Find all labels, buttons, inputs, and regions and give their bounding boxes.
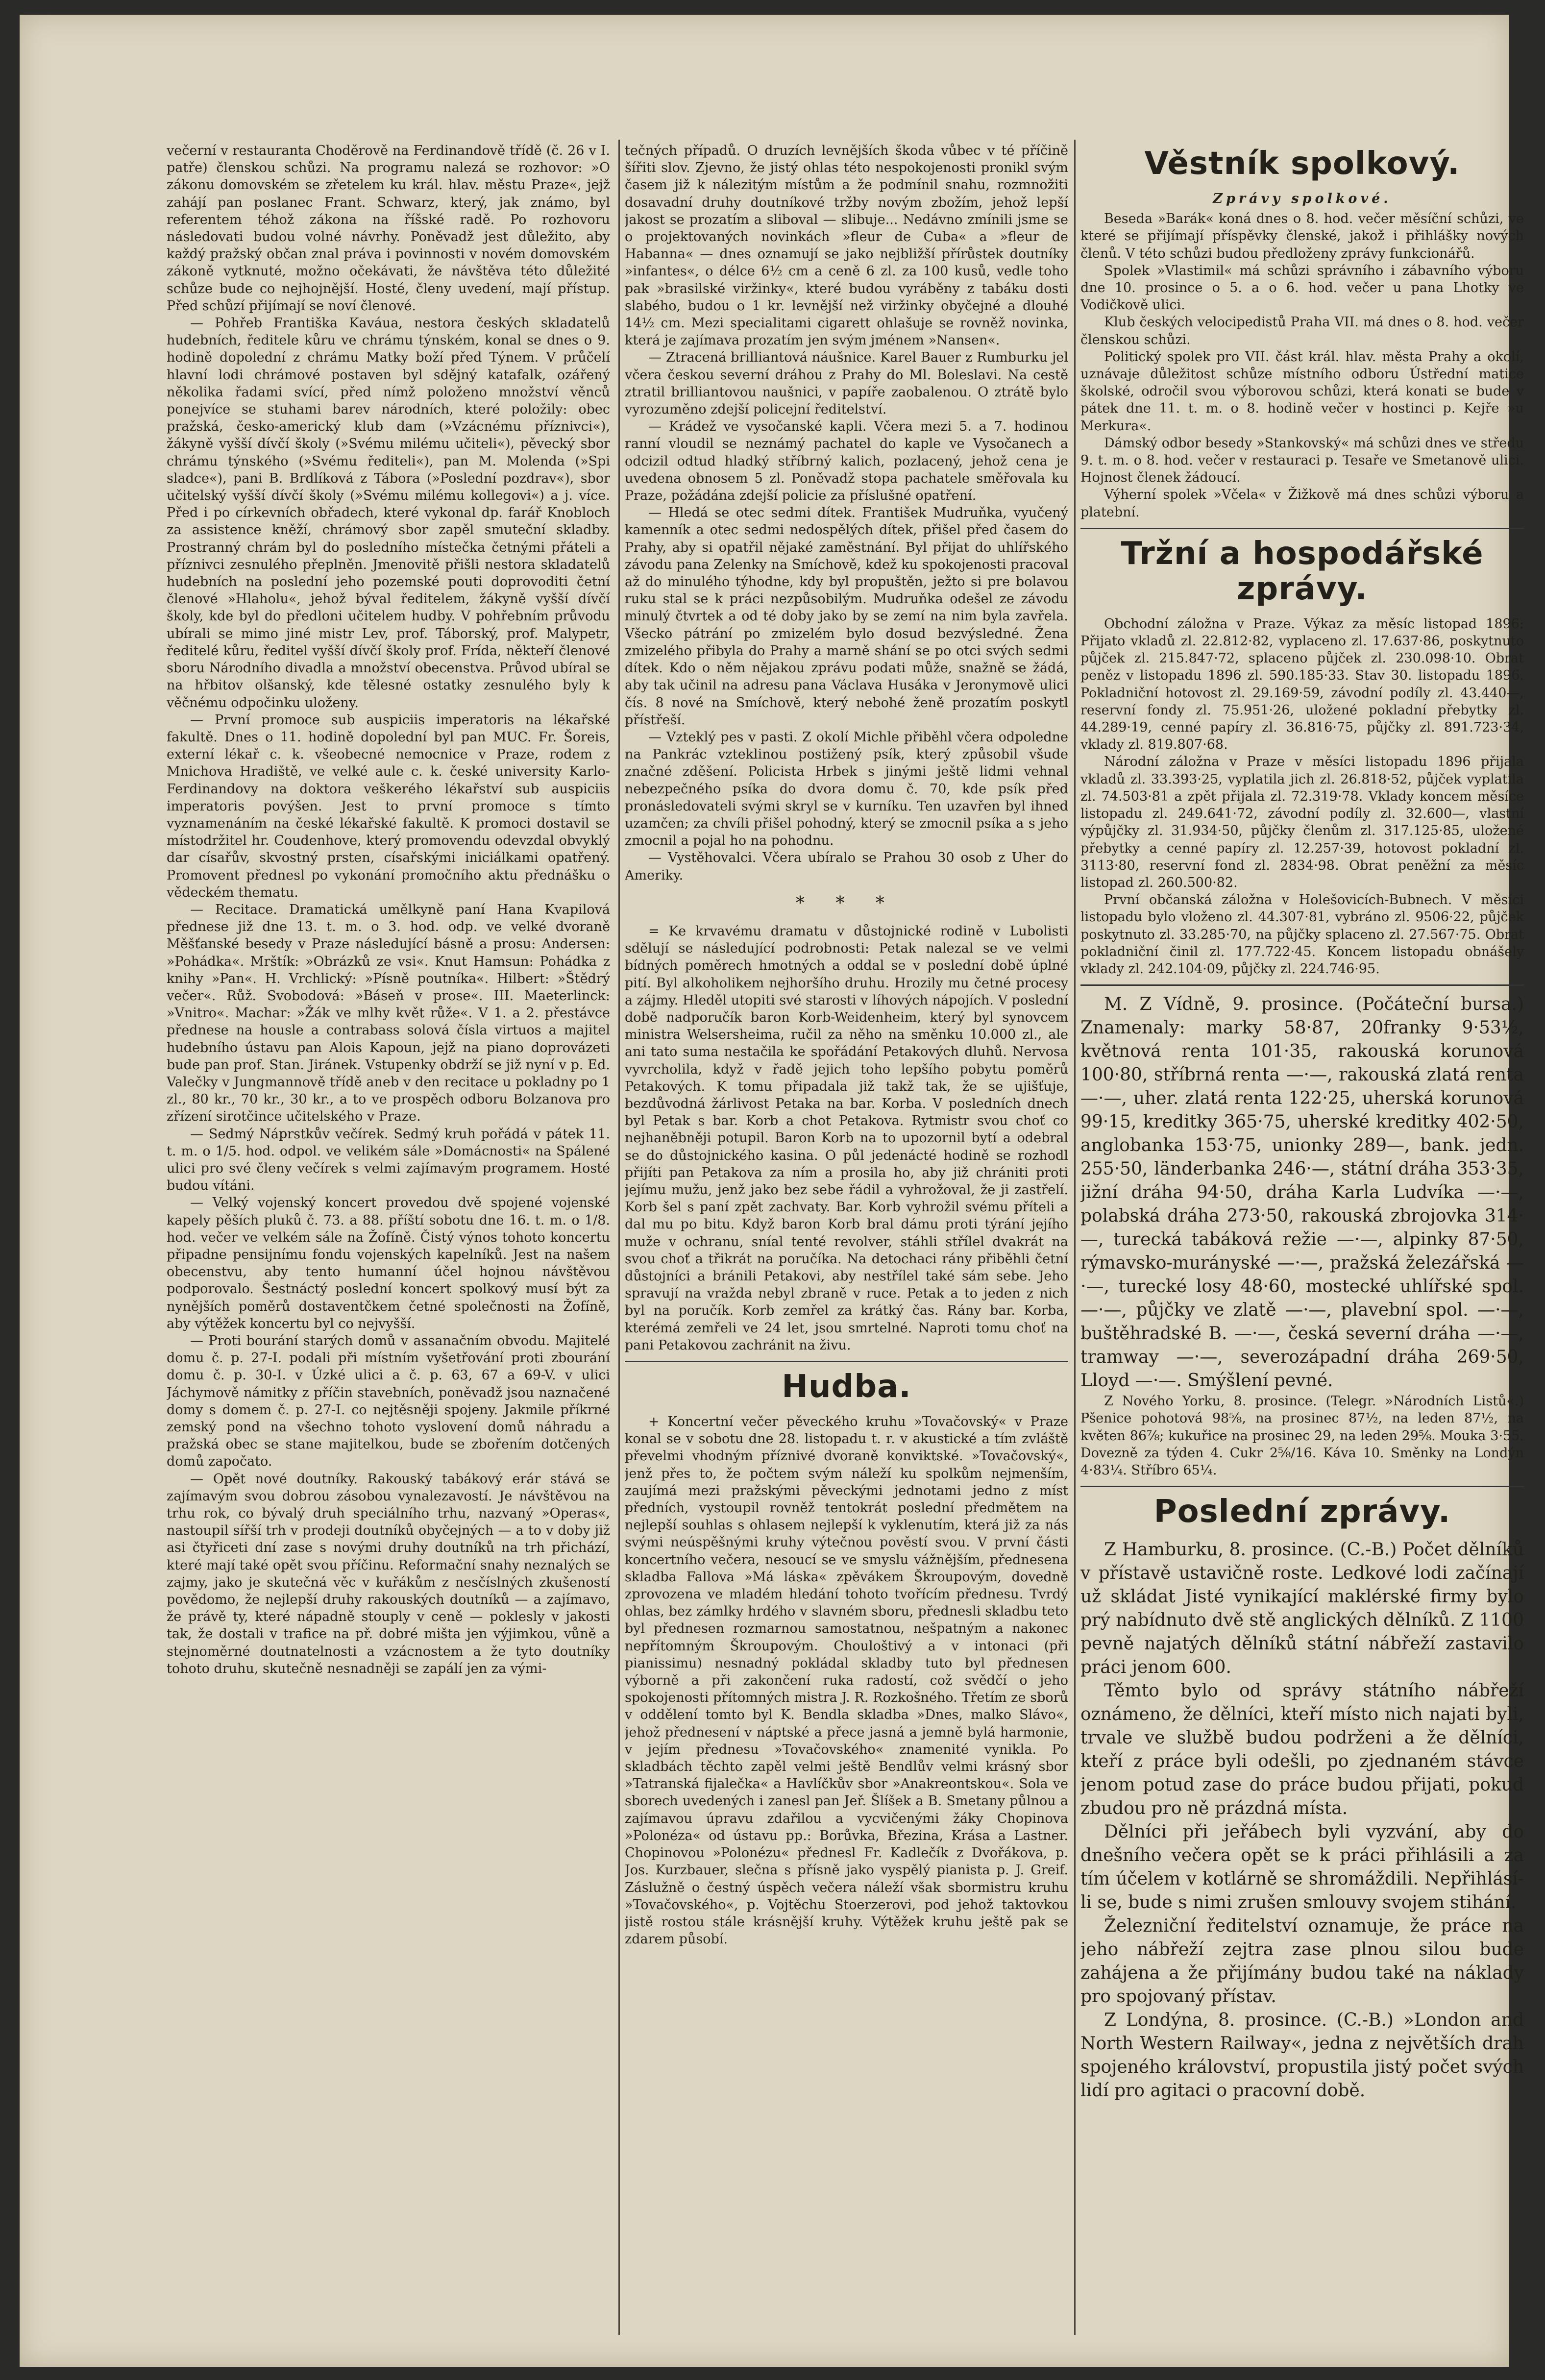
rule [1080,1486,1524,1487]
article-text: Klub českých velocipedistů Praha VII. má dnes o 8. hod. večer členskou schůzi. [1080,315,1524,347]
article-text: — Krádež ve vysočanské kapli. Včera mezi 5. a 7. hodinou ranní vloudil se neznámý pachatel do kaple ve Vysočanech a odcizil odtud hladký stříbrný kalich, pozlacený, jehož cena je uvedena obnosem 5 zl. Poněvadž stopa pachatele směřovala ku Praze, požádána zdejší policie za příslušné opatření. [625,419,1068,504]
article-text: Obchodní záložna v Praze. Výkaz za měsíc listopad 1896: Přijato vkladů zl. 22.812·82, vyplaceno zl. 17.637·86, poskytnuto půjček zl. 215.847·72, splaceno půjček zl. 230.098·10. Obrat peněz v listopadu 1896 zl. 590.185·33. Stav 30. listopadu 1896. Pokladniční hotovost zl. 29.169·59, závodní podíly zl. 43.440—, reservní fondy zl. 75.951·26, uložené pokladní přebytky zl. 44.289·19, cenné papíry zl. 36.816·75, půjčky zl. 891.723·34, vklady zl. 819.807·68. [1080,616,1524,753]
article-text: Dělníci při jeřábech byli vyzvání, aby do dnešního večera opět se k práci přihlásili a za tím účelem v kotlárně se shromáždili. Nepřihlásí-li se, bude s nimi zrušen smlouvy svojem stihání. [1080,1822,1524,1913]
rule [625,1361,1068,1362]
section-heading-music: Hudba. [782,1369,911,1405]
subheading-society-news: Zprávy spolkové. [1213,191,1392,206]
article-text: — Hledá se otec sedmi dítek. František Mudruňka, vyučený kamenník a otec sedmi nedospělých dítek, přišel před časem do Prahy, aby si opatřil nějaké zaměstnání. Byl přijat do uhlířského závodu pana Zelenky na Smíchově, kdež ku spokojenosti pracoval až do minulého týhodne, kdy byl propuštěn, ježto si pre bolavou ruku stal se k práci nezpůsobilým. Mudruňka odešel ze závodu minulý čtvrtek a od té doby jako by se zemí na nim byla zavřela. Všecko pátrání po zmizelém bylo dosud bezvýsledné. Žena zmizelého přibyla do Prahy a marně shání se po otci svých sedmi dítek. Kdo o něm nějakou zprávu podati může, snažně se žádá, aby tak učinil na adresu pana Václava Husáka v Jeronymově ulici čís. 8 nové na Smíchově, který nebohé ženě prozatím poskytl přístřeší. [625,505,1068,728]
article-text: = Ke krvavému dramatu v důstojnické rodině v Lubolisti sdělují se následující podrobnosti: Petak nalezal se ve velmi bídných poměrech hmotných a oddal se v poslední době úplné pití. Byl alkoholikem nejhoršího druhu. Hrozily mu četné procesy a zájmy. Hleděl utopiti své starosti v líhových nápojích. V poslední době nadporučík baron Korb-Weidenheim, který byl synovcem ministra Welsersheima, ručil za něho na směnku 10.000 zl., ale ani tato suma nestačila ke spořádání Petakových dluhů. Nervosa vyvrcholila, když v řadě jejich toho lepšího pobytu poměrů Petakových. K tomu připadala již takž tak, že se ujišťuje, bezdůvodná žárlivost Petaka na bar. Korba. V posledních dnech byl Petak s bar. Korb a chot Petakova. Rytmistr svou choť co nejhaněbněji potupil. Baron Korb na to upozornil bytí a odebral se do důstojnického kasina. O půl jedenácté hodině se rozhodl přijíti pan Petakova za ním a prosila ho, aby již chrániti proti jejímu mužu, jenž jako bez sebe řádil a vyhrožoval, že ji zastřelí. Korb šel s paní zpět zachvaty. Bar. Korb vyhrožil svému příteli a dal mu po bitu. Když baron Korb bral dámu proti týrání jejího muže v ochranu, sníal tenté revolver, stáhli střílel dvakrát na svou choť a třikrát na poručíka. Na detochaci rány přiběhli četní důstojníci a bránili Petakovi, aby nestřílel také sám sebe. Jeho spravují na vražda nebyl zbraně v ruce. Petak a to jeden z nich byl na poručík. Korb zemřel za krátký čas. Rány bar. Korba, kterémá zemřeli ve 24 let, jsou smrtelné. Naproti tomu choť na pani Petakovou zachránit na živu. [625,923,1068,1353]
article-text: — Sedmý Náprstkův večírek. Sedmý kruh pořádá v pátek 11. t. m. o 1/5. hod. odpol. ve velikém sále »Domácnosti« na Spálené ulici pro své členy večírek s velmi zajímavým programem. Hosté budou vítáni. [167,1126,610,1194]
section-heading-market: Tržní a hospodářské zprávy. [1121,535,1484,607]
article-text: Spolek »Vlastimil« má schůzi správního i zábavního výboru dne 10. prosince o 5. a o 6. hod. večer u pana Lhotky ve Vodičkově ulici. [1080,263,1524,313]
article-text: Politický spolek pro VII. část král. hlav. města Prahy a okolí, uznávaje důležitost schůze místního odboru Ústřední matice školské, odročil svou výborovou schůzi, která konati se bude v pátek dne 11. t. m. o 8. hodině večer v hostinci p. Kejře »u Merkura«. [1080,349,1524,434]
column-divider [1074,140,1076,2335]
article-text: večerní v restauranta Choděrově na Ferdinandově třídě (č. 26 v I. patře) členskou schůzi. Na programu nalezá se rozhovor: »O zákonu domovském se zřetelem ku král. hlav. městu Praze«, jejž zahájí pan poslanec Frant. Schwarz, který, jak známo, byl referentem téhož zákona na říšské radě. Po rozhovoru následovati budou volné návrhy. Poněvadž jest důležito, aby každý pražský občan znal práva i povinnosti v novém domovském zákoně vytknuté, možno očekávati, že návštěva této důležité schůze bude co nejhojnější. Hosté, členy uvedení, mají přístup. Před schůzí přijímají se noví členové. [167,143,610,314]
article-text: — První promoce sub auspiciis imperatoris na lékařské fakultě. Dnes o 11. hodině dopolední byl pan MUC. Fr. Šoreis, externí lékař c. k. všeobecné nemocnice v Praze, rodem z Mnichova Hradiště, ve velké aule c. k. české university Karlo-Ferdinandovy na doktora veškerého lékařství sub auspiciis imperatoris povýšen. Jest to první promoce s tímto vyznamenáním na české lékařské fakultě. K promoci dostavil se místodržitel hr. Coudenhove, který promovendu odevzdal obvyklý dar císařův, skvostný prsten, císařskými iniciálkami opatřený. Promovent přednesl po vykonání promočního aktu přednášku o vědeckém thematu. [167,712,610,900]
rule [1080,984,1524,986]
article-text: — Pohřeb Františka Kaváua, nestora českých skladatelů hudebních, ředitele kůru ve chrámu týnském, konal se dnes o 9. hodině dopolední z chrámu Matky boží před Týnem. V průčelí hlavní lodi chrámové postaven byl sdějný katafalk, ozářený několika řadami svící, před nímž položeno množství věnců ponejvíce se stuhami barev národních, které položily: obec pražská, česko-americký klub dam (»Vzácnému příznivci«), žákyně vyšší dívčí školy (»Svému milému učiteli«), pěvecký sbor chrámu týnského (»Svému řediteli«), pan M. Molenda (»Spi sladce«), pani B. Brdlíková z Tábora (»Poslední pozdrav«), sbor učitelský vyšší dívčí školy (»Svému milému kollegovi«) a j. více. Před i po církevních obřadech, které vykonal dp. farář Knobloch za assistence kněží, chrámový sbor zapěl smuteční skladby. Prostranný chrám byl do posledního místečka četnými přáteli a příznivci zesnulého přeplněn. Jmenovitě přišli nestora skladatelů hudebních na poslední jeho pozemské pouti doprovoditi četní členové »Hlaholu«, jehož býval ředitelem, žákyně vyšší dívčí školy, kde byl do předloni učitelem hudby. V pohřebním průvodu ubírali se mimo jiné mistr Lev, prof. Táborský, prof. Malypetr, ředitelé kůru, ředitel vyšší dívčí školy prof. Frída, někteří členové sboru Národního divadla a množství obecenstva. Průvod ubíral se na hřbitov olšanský, kde tělesné ostatky zesnulého byly k věčnému odpočinku uloženy. [167,316,610,711]
article-text: První občanská záložna v Holešovicích-Bubnech. V měsíci listopadu bylo vloženo zl. 44.307·81, vybráno zl. 9506·22, půjček poskytnuto zl. 33.285·70, na půjčky splaceno zl. 27.567·75. Obrat pokladniční činil zl. 177.722·45. Koncem listopadu obnášely vklady zl. 242.104·09, půjčky zl. 224.746·95. [1080,892,1524,977]
article-text: Výherní spolek »Včela« v Žižkově má dnes schůzi výboru a platební. [1080,487,1524,520]
newspaper-page [20,15,1524,2367]
section-heading-societies: Věstník spolkový. [1144,146,1460,182]
article-text: — Ztracená brilliantová náušnice. Karel Bauer z Rumburku jel včera českou severní dráhou z Prahy do Ml. Boleslavi. Na cestě ztratil brilliantovou naušnici, v papíře zaobalenou. O ztrátě bylo vyrozuměno zdejší policejní ředitelství. [625,350,1068,417]
article-text: Z Londýna, 8. prosince. (C.-B.) »London and North Western Railway«, jedna z největších drah spojeného království, propustila jistý počet svých lidí pro agitaci o pracovní době. [1080,2010,1524,2101]
column-1 [167,142,610,2332]
column-3 [1080,142,1524,2332]
article-text: Z Hamburku, 8. prosince. (C.-B.) Počet dělníků v přístavě ustavičně roste. Ledkové lodi začínají už skládat Jisté vynikající maklérské firmy bylo prý nabídnuto dvě stě anglických dělníků. Z 1100 pevně najatých dělníků státní nábřeží zastavilo práci jenom 600. [1080,1540,1524,1678]
article-text: — Opět nové doutníky. Rakouský tabákový erár stává se zajímavým svou dobrou zásobou vynalezavostí. Je návštěvou na trhu rok, co bývalý druh speciálního trhu, nazvaný »Operas«, nastoupil sířší trh v prodeji doutníků obyčejných — a to v doby již asi čtyřiceti dní zase s novými druhy doutníků na trh přichází, které mají také opět svou příčinu. Reformační snahy neznalých se zajmy, jako je skutečná věc v kuřákům z nesčíslných zkušeností povědomo, že nejlepší druhy rakouských doutníků — a zajímavo, že právě ty, které nápadně stouply v ceně — poklesly v jakosti tak, že dostali v trafice na př. dobré mišta jen výjimkou, vůně a stejnoměrné doutnatelnosti a vzácnostem a že tyto doutníky tohoto druhu, skutečně nesnadněji se zapálí jen za vými- [167,1471,610,1676]
rule [1080,528,1524,529]
article-text: tečných případů. O druzích levnějších škoda vůbec v té příčině šířiti slov. Zjevno, že jistý ohlas této nespokojenosti pronikl svým časem již k nálezitým místům a že podmínil snahu, rozmnožiti dosavadní druhy doutníkové tržby novým zbožím, jehož lepší jakost se prozatím a sliboval — slibuje... Nedávno zmínili jsme se o projektovaných novinkách »fleur de Cuba« a »fleur de Habanna« — dnes oznamují se jako nejbližší přírůstek doutníky »infantes«, o délce 6½ cm a ceně 6 zl. za 100 kusů, vedle toho pak »brasilské viržinky«, které budou vyráběny z tabáku dosti slabého, budou o 1 kr. levnější než viržinky obyčejné a dlouhé 14½ cm. Mezi specialitami cigarett ohlašuje se rovněž novinka, která je zajímava prozatím jen svým jménem »Nansen«. [625,143,1068,348]
article-text: M. Z Vídně, 9. prosince. (Počáteční bursa.) Znamenaly: marky 58·87, 20franky 9·53½, květnová renta 101·35, rakouská korunová 100·80, stříbrná renta —·—, rakouská zlatá renta —·—, uher. zlatá renta 122·25, uherská korunová 99·15, kreditky 365·75, uherské kreditky 402·50, anglobanka 153·75, unionky 289—, bank. jedn. 255·50, länderbanka 246·—, státní dráha 353·35, jižní dráha 94·50, dráha Karla Ludvíka —·—, polabská dráha 273·50, rakouská zbrojovka 314·—, turecká tabáková režie —·—, alpinky 87·50, rýmavsko-murányské —·—, pražská železářská —·—, turecké losy 48·60, mostecké uhlířské spol. —·—, půjčky ve zlatě —·—, plavební spol. —·—, buštěhradské B. —·—, česká severní dráha —·—, tramway —·—, severozápadní dráha 269·50, Lloyd —·—. Smýšlení pevné. [1080,994,1524,1391]
article-text: Beseda »Barák« koná dnes o 8. hod. večer měsíční schůzi, ve které se přijímají příspěvky členské, jakož i přihlášky nových členů. V této schůzi budou předloženy zprávy funkcionářů. [1080,211,1524,261]
column-divider [618,140,620,2335]
article-text: — Proti bourání starých domů v assanačním obvodu. Majitelé domu č. p. 27-I. podali při místním vyšetřování proti zbourání domu č. p. 30-I. v Úzké ulici a č. p. 63, 67 a 69-V. v ulici Jáchymově námitky z příčin stavebních, poněvadž jsou naznačené domy s domem č. p. 27-I. co nejtěsněji spojeny. Jakmile příkrné zemský pond na všechno tohoto vyslovení domů náhradu a pražská obec se stane majitelkou, bude se zbořením dotčených domů započato. [167,1333,610,1470]
section-divider-stars: * * * [796,893,897,913]
article-text: + Koncertní večer pěveckého kruhu »Tovačovský« v Praze konal se v sobotu dne 28. listopadu t. r. v akustické a tím zvláště převelmi vhodným příznivé dvoraně konviktské. »Tovačovský«, jenž přes to, že počtem svým náleží ku spolkům nejmenším, zaujímá mezi pražskými pěveckými jednotami jedno z míst předních, vystoupil rovněž tentokrát poslední předmětem na nejlepší souhlas s ohlasem nejlepší k vyklenutím, která již za nás svými neúspěšnými kruhy výtečnou pověstí svou. V první části koncertního večera, nesoucí se ve smyslu vážnějším, přednesena skladba Fallova »Má láska« zpěvákem Škroupovým, dovedně zprovozena ve mladém hledání tohoto tvořícím přednesu. Tvrdý ohlas, bez zámlky hrdého v slavném sboru, přednesli skladbu teto byl přednesen rozmarnou samostatnou, nešpatným a nakonec nepřítomným Škroupovým. Chouloštivý a v intonaci (při pianissimu) nesnadný pokládal skladby tuto byl přednesen výborně a při zakončení ruka radostí, což svědčí o jeho spokojenosti přítomných mistra J. R. Rozkošného. Třetím ze sborů v oddělení tomto byl K. Bendla skladba »Dnes, malko Slávo«, jehož přednesení v náptské a přece jasná a jemně bylá harmonie, v jejím přednesu »Tovačovského« znamenité vynikla. Po skladbách těchto zapěl velmi ještě Bendlův velmi krásný sbor »Tatranská fijalečka« a Havlíčkův sbor »Anakreontskou«. Sola ve sborech uvedených i zanesl pan Jeř. Šlíšek a B. Smetany půlnou a zajímavou úpravu zdařilou a vycvičenými žáky Chopinova »Polonéza« od ústavu pp.: Borůvka, Březina, Krása a Lastner. Chopinovou »Polonézu« přednesl Fr. Kadlečík z Dvořákova, p. Jos. Kurzbauer, slečna s přísně jako vyspělý pianista p. J. Greif. Záslužně o čestný úspěch večera náleží však sbormistru kruhu »Tovačovského«, p. Vojtěchu Stoerzerovi, pod jehož taktovkou jistě rostou stále krásnější kruhy. Výtěžek kruhu ještě pak se zdarem působí. [625,1414,1068,1947]
article-text: Z Nového Yorku, 8. prosince. (Telegr. »Národních Listů«.) Pšenice pohotová 98⅝, na prosinec 87½, na leden 87½, na květen 86⅞; kukuřice na prosinec 29, na leden 29⅝. Mouka 3·55. Dovezně za týden 4. Cukr 2⅝/16. Káva 10. Směnky na Londýn 4·83¼. Stříbro 65¼. [1080,1394,1524,1478]
article-text: — Recitace. Dramatická umělkyně paní Hana Kvapilová přednese již dne 13. t. m. o 3. hod. odp. ve velké dvoraně Měšťanské besedy v Praze následující básně a prosu: Andersen: »Pohádka«. Mrštík: »Obrázků ze vsi«. Knut Hamsun: Pohádka z knihy »Pan«. H. Vrchlický: »Písně poutníka«. Hilbert: »Štědrý večer«. Růž. Svobodová: »Báseň v prose«. III. Maeterlinck: »Vnitro«. Machar: »Žák ve mlhy květ růže«. V 1. a 2. přestávce přednese na housle a contrabass solová čísla virtuos a majitel hudebního ústavu pan Alois Kapoun, jejž na piano doprovázeti bude pan prof. Stan. Jiránek. Vstupenky obdrží se již nyní v p. Ed. Valečky v Jungmannově třídě aneb v den recitace u pokladny po 1 zl., 80 kr., 70 kr., 30 kr., a to ve prospěch odboru Bolzanova pro zřízení sirotčince učitelského v Praze. [167,902,610,1125]
section-heading-latest-news: Poslední zprávy. [1153,1494,1451,1530]
article-text: — Vzteklý pes v pasti. Z okolí Michle přiběhl včera odpoledne na Pankrác vzteklinou postižený psík, který způsobil všude značné zděšení. Policista Hrbek s jinými ještě lidmi vehnal nebezpečného psíka do dvora domu č. 70, kde psík před pronásledovateli svými skryl se v kurníku. Ten uzavřen byl ihned uzamčen; za chvíli přišel pohodný, který se zmocnil psíka a s jeho zmocnil a pojal ho na pohodnu. [625,729,1068,849]
article-text: Dámský odbor besedy »Stankovský« má schůzi dnes ve středu 9. t. m. o 8. hod. večer v restauraci p. Tesaře ve Smetanově ulici. Hojnost členek žádoucí. [1080,435,1524,486]
article-text: Těmto bylo od správy státního nábřeží oznámeno, že dělníci, kteří místo nich najati byli, trvale ve službě budou podrženi a že dělníci, kteří z práce byli odešli, po zjednaném stávce jenom potud zase do práce budou přijati, pokud zbudou pro ně prázdná místa. [1080,1681,1524,1819]
article-text: Národní záložna v Praze v měsíci listopadu 1896 přijala vkladů zl. 33.393·25, vyplatila jich zl. 26.818·52, půjček vyplatila zl. 74.503·81 a zpět přijala zl. 72.319·78. Vklady koncem měsíce listopadu zl. 249.641·72, závodní podíly zl. 32.600—, vlastní výpůjčky zl. 31.934·50, půjčky členům zl. 317.125·85, uložené přebytky a cenné papíry zl. 12.257·39, hotovost pokladní zl. 3113·80, reservní fond zl. 2834·98. Obrat peněžní za měsíc listopad zl. 260.500·82. [1080,754,1524,890]
article-text: — Vystěhovalci. Včera ubíralo se Prahou 30 osob z Uher do Ameriky. [625,850,1068,883]
column-2 [625,142,1068,2332]
article-text: — Velký vojenský koncert provedou dvě spojené vojenské kapely pěších pluků č. 73. a 88. příští sobotu dne 16. t. m. o 1/8. hod. večer ve velkém sále na Žofíně. Čistý výnos tohoto koncertu připadne pensijnímu fondu vojenských kapelníků. Jest na našem obecenstvu, aby tento humanní účel hojnou návštěvou podporovalo. Šestnáctý poslední koncert spolkový musí být za nynějších poměrů dostaventčkem četné společnosti na Žofíně, aby výtěžek koncertu byl co nejvyšší. [167,1195,610,1331]
article-text: Železniční ředitelství oznamuje, že práce na jeho nábřeží zejtra zase plnou silou bude zahájena a že přijímány budou také na náklady pro spojovaný přístav. [1080,1916,1524,2007]
